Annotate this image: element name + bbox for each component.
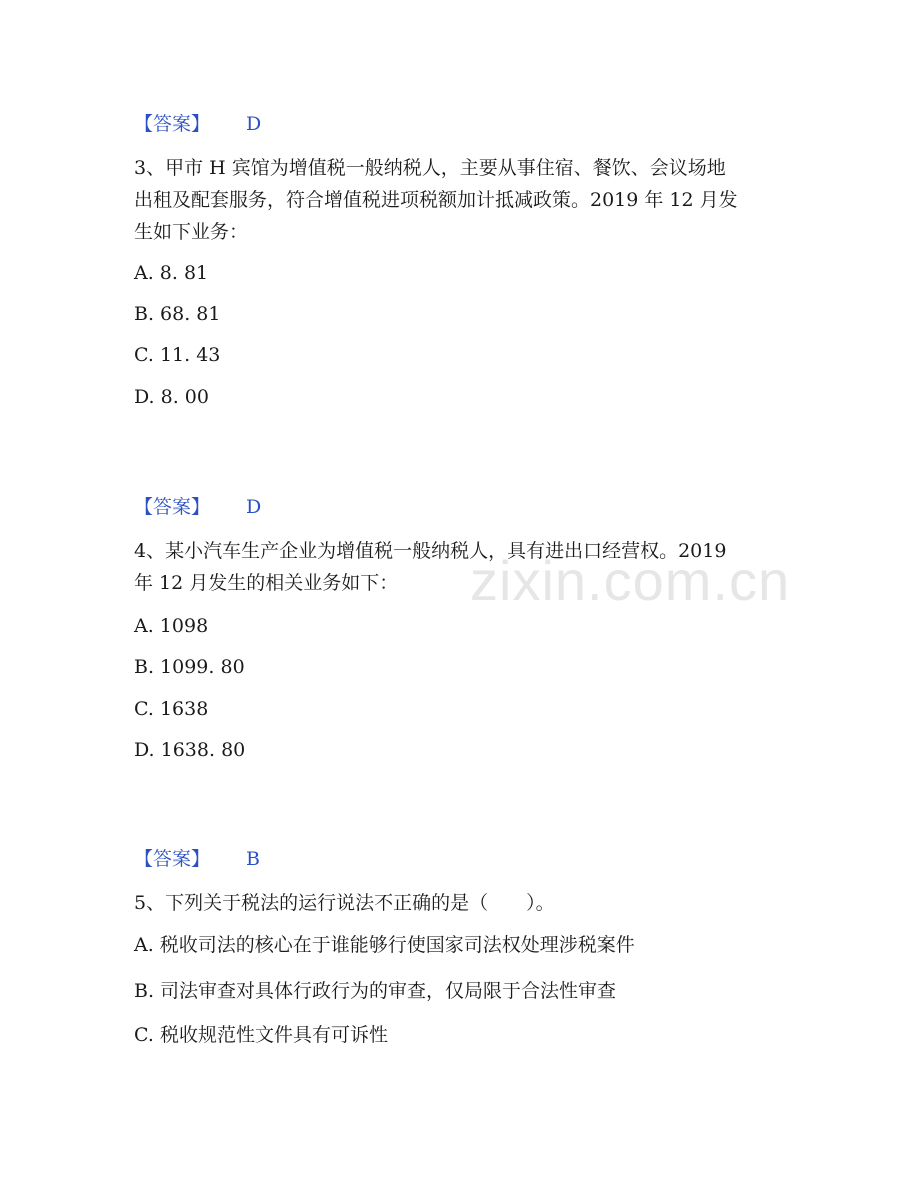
- question-5-line-1: 5、下列关于税法的运行说法不正确的是（ ）。: [134, 892, 555, 914]
- watermark: zixin.com.cn: [470, 549, 791, 612]
- question-3-line-3: 生如下业务：: [134, 221, 249, 243]
- option-d: D. 8. 00: [134, 386, 209, 408]
- question-3-line-2: 出租及配套服务，符合增值税进项税额加计抵减政策。2019 年 12 月发: [134, 189, 738, 211]
- option-b: B. 68. 81: [134, 303, 221, 325]
- option-b: B. 1099. 80: [134, 656, 245, 678]
- option-a: A. 8. 81: [134, 262, 209, 284]
- option-a: A. 1098: [134, 615, 209, 637]
- option-c: C. 11. 43: [134, 344, 221, 366]
- answer-label: 【答案】: [134, 113, 211, 135]
- option-a: A. 税收司法的核心在于谁能够行使国家司法权处理涉税案件: [134, 934, 635, 956]
- option-b: B. 司法审查对具体行政行为的审查，仅局限于合法性审查: [134, 980, 617, 1002]
- question-4-line-2: 年 12 月发生的相关业务如下：: [134, 572, 399, 594]
- answer-line: [134, 847, 260, 871]
- option-c: C. 税收规范性文件具有可诉性: [134, 1024, 388, 1046]
- answer-label: 【答案】: [134, 848, 211, 870]
- answer-value: B: [246, 848, 260, 870]
- answer-value: D: [246, 496, 262, 518]
- answer-value: D: [246, 113, 262, 135]
- question-3-line-1: 3、甲市 H 宾馆为增值税一般纳税人，主要从事住宿、餐饮、会议场地: [134, 157, 726, 179]
- question-4-line-1: 4、某小汽车生产企业为增值税一般纳税人，具有进出口经营权。2019: [134, 540, 727, 562]
- answer-label: 【答案】: [134, 496, 211, 518]
- option-c: C. 1638: [134, 698, 209, 720]
- option-d: D. 1638. 80: [134, 739, 246, 761]
- answer-line: [134, 112, 261, 136]
- answer-line: [134, 495, 261, 519]
